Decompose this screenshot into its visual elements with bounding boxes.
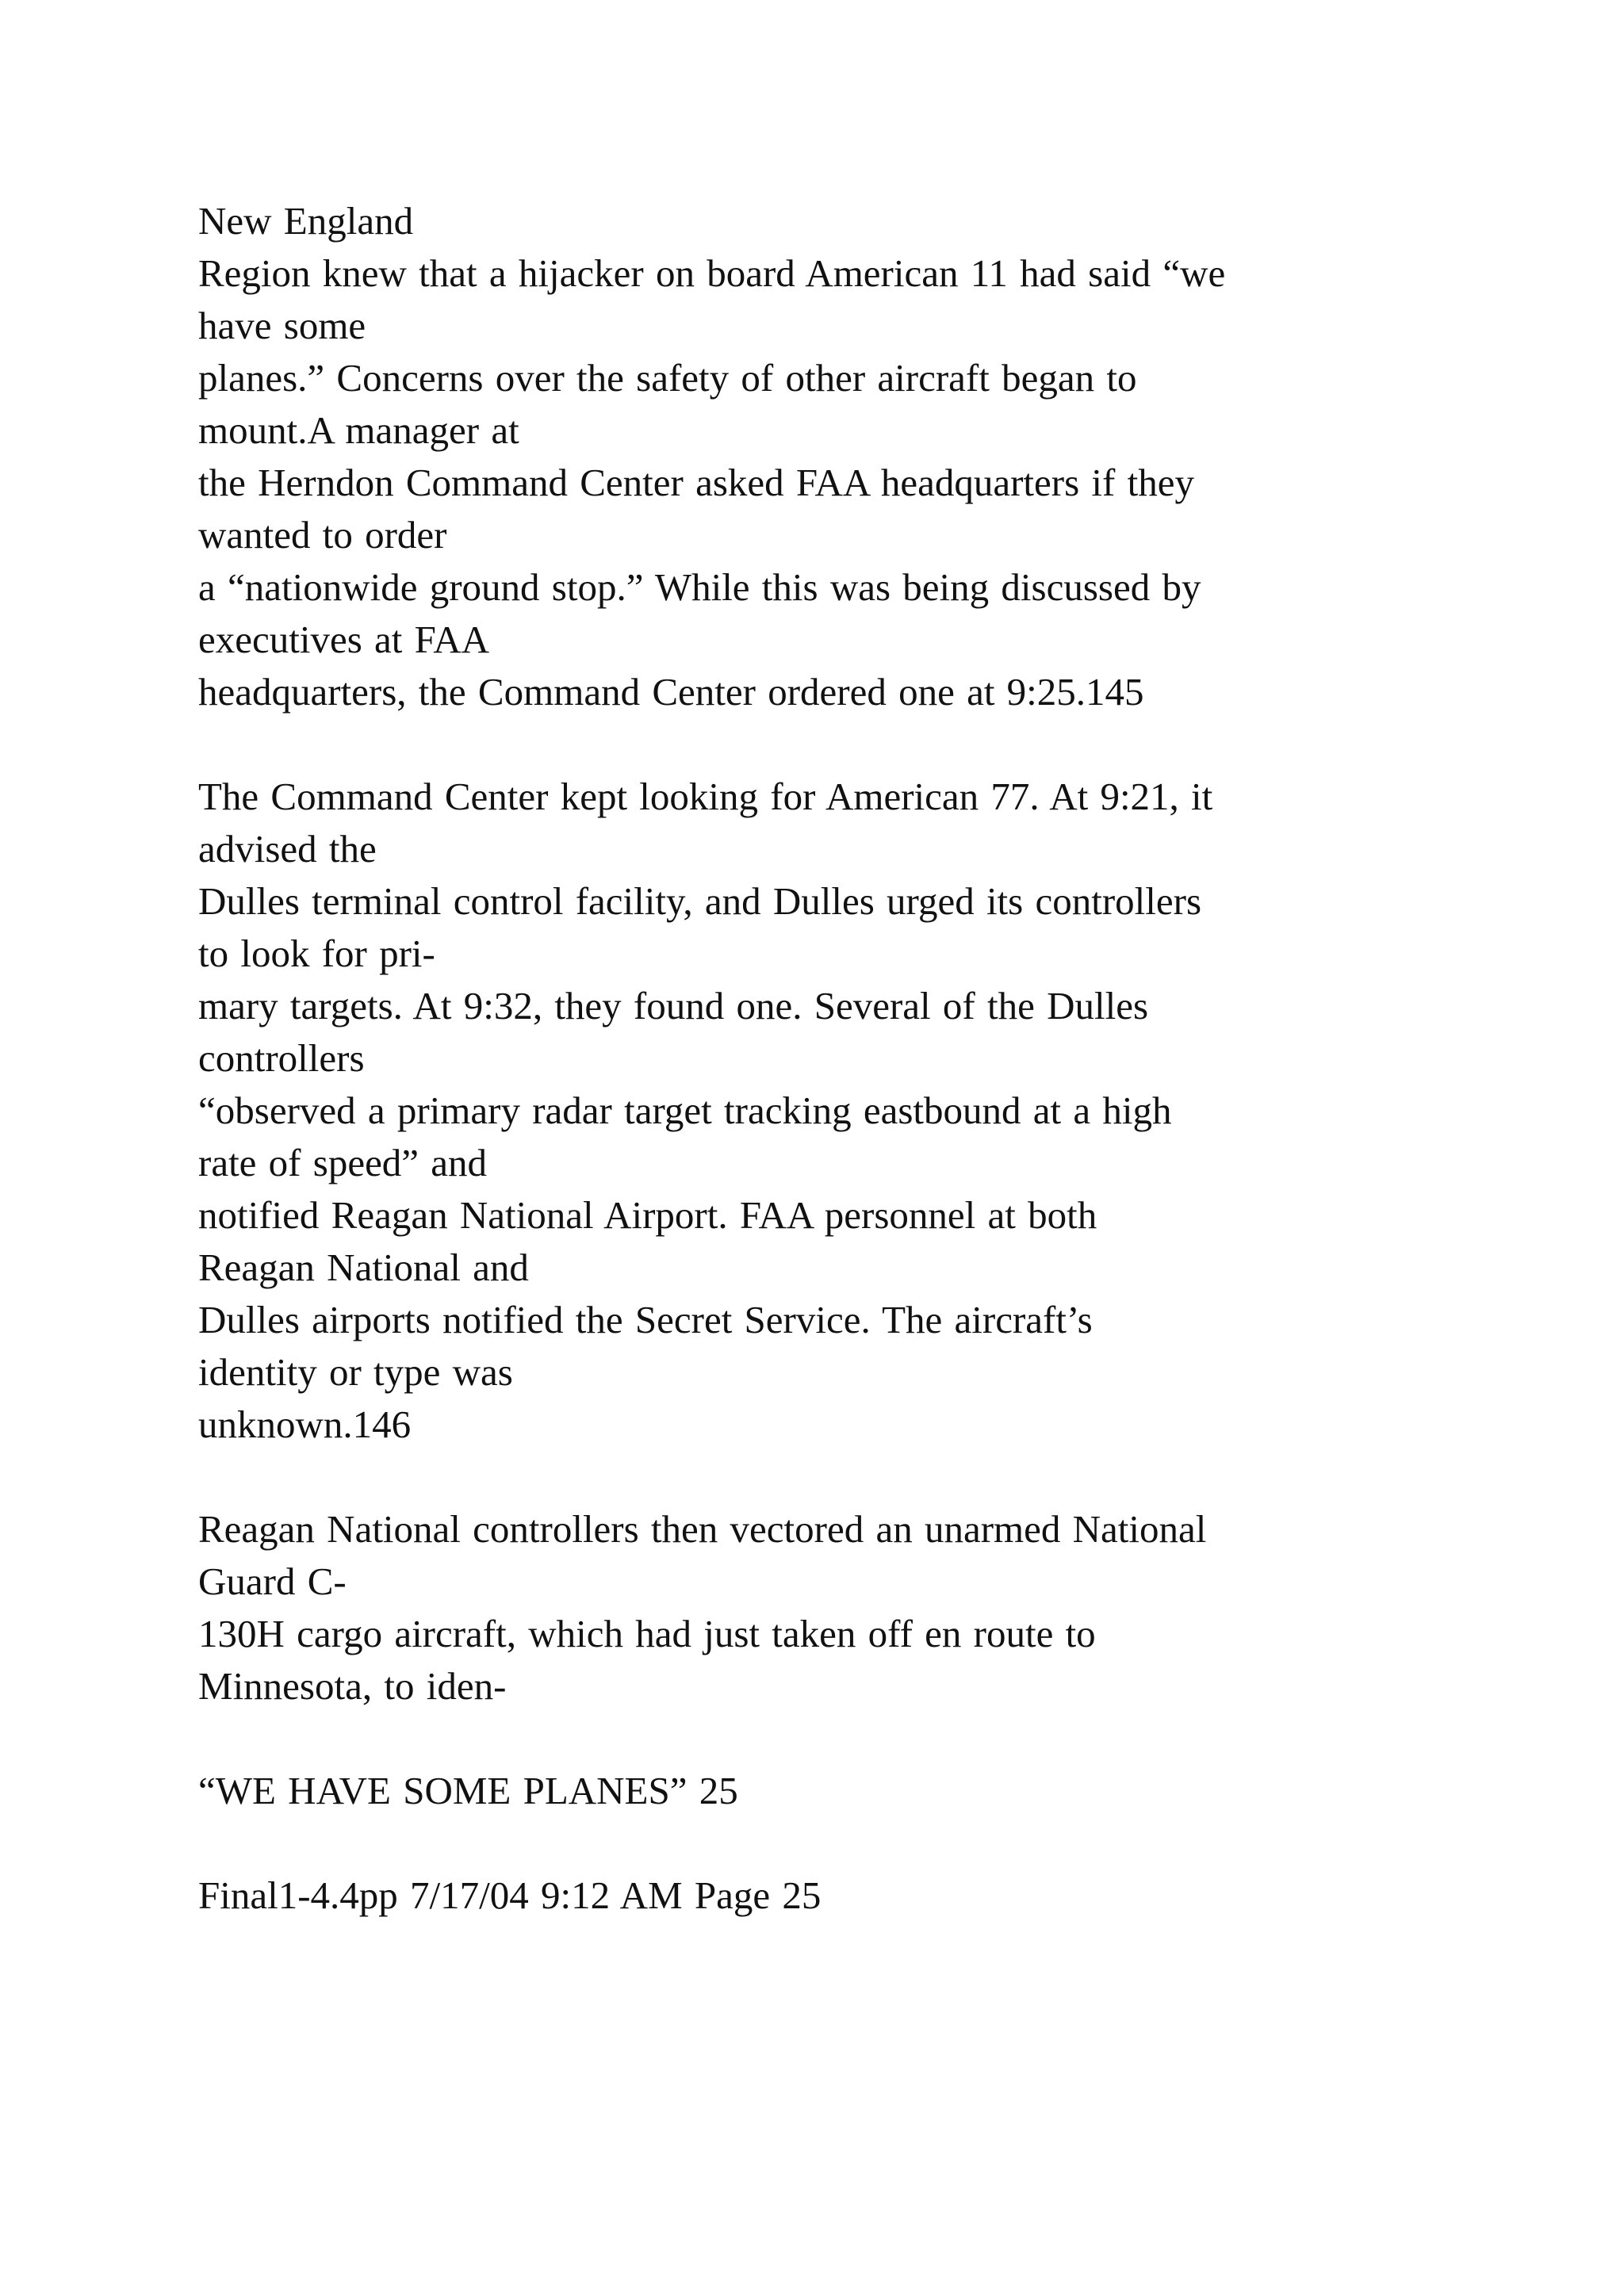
text-line: 130H cargo aircraft, which had just taken off en route to xyxy=(198,1612,1096,1655)
text-line: notified Reagan National Airport. FAA personnel at both xyxy=(198,1193,1097,1237)
text-line: headquarters, the Command Center ordered one at 9:25.145 xyxy=(198,670,1144,714)
text-line: rate of speed” and xyxy=(198,1141,488,1184)
text-line: wanted to order xyxy=(198,513,447,557)
paragraph-gap xyxy=(198,718,1499,771)
text-line: Dulles airports notified the Secret Service. The aircraft’s xyxy=(198,1298,1093,1341)
text-line: a “nationwide ground stop.” While this was being discussed by xyxy=(198,565,1201,609)
text-line: unknown.146 xyxy=(198,1402,412,1446)
text-line: identity or type was xyxy=(198,1350,513,1394)
text-line: mount.A manager at xyxy=(198,408,519,452)
paragraph-gap xyxy=(198,1451,1499,1503)
text-line: “observed a primary radar target tracking eastbound at a high xyxy=(198,1089,1172,1132)
text-line: The Command Center kept looking for American 77. At 9:21, it xyxy=(198,775,1213,818)
text-line: the Herndon Command Center asked FAA headquarters if they xyxy=(198,461,1194,504)
paragraph-gap xyxy=(198,1712,1499,1765)
text-line: controllers xyxy=(198,1036,365,1080)
text-line: mary targets. At 9:32, they found one. Several of the Dulles xyxy=(198,984,1149,1027)
text-line: Dulles terminal control facility, and Dulles urged its controllers xyxy=(198,879,1202,923)
paragraph-1 xyxy=(198,195,1499,718)
text-line: Minnesota, to iden- xyxy=(198,1664,507,1708)
text-line: New England xyxy=(198,199,414,243)
running-header xyxy=(198,1765,1499,1817)
text-line: to look for pri- xyxy=(198,932,435,975)
print-slug-text: Final1-4.4pp 7/17/04 9:12 AM Page 25 xyxy=(198,1873,822,1917)
text-line: have some xyxy=(198,304,366,347)
running-header-text: “WE HAVE SOME PLANES” 25 xyxy=(198,1769,738,1812)
text-line: planes.” Concerns over the safety of other aircraft began to xyxy=(198,356,1137,400)
paragraph-3 xyxy=(198,1503,1499,1712)
paragraph-gap xyxy=(198,1817,1499,1869)
text-line: executives at FAA xyxy=(198,618,490,661)
text-line: Region knew that a hijacker on board American 11 had said “we xyxy=(198,251,1226,295)
text-line: Reagan National controllers then vectored an unarmed National xyxy=(198,1507,1207,1551)
text-line: advised the xyxy=(198,827,377,871)
text-line: Guard C- xyxy=(198,1559,347,1603)
document-text xyxy=(198,195,1499,1922)
print-slug xyxy=(198,1869,1499,1922)
text-line: Reagan National and xyxy=(198,1246,529,1289)
paragraph-2 xyxy=(198,771,1499,1451)
